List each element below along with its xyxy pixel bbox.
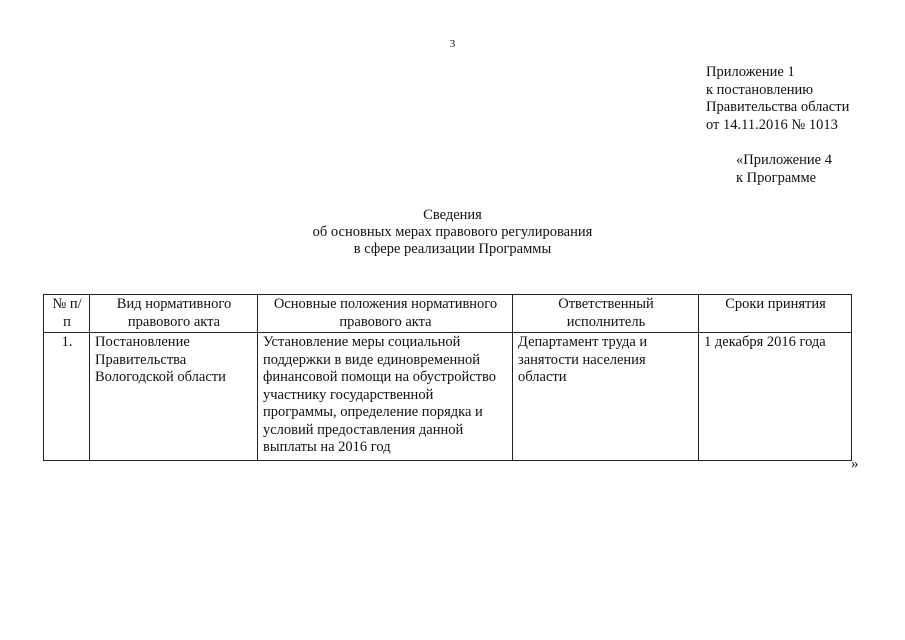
appendix-header xyxy=(706,64,849,134)
header-number: № п/п xyxy=(44,295,90,333)
title-line: Сведения xyxy=(423,207,482,223)
header-act-type: Вид нормативного правового акта xyxy=(90,295,258,333)
cell-number: 1. xyxy=(44,333,90,461)
closing-quote: » xyxy=(851,456,859,472)
title-line: об основных мерах правового регулирования xyxy=(312,224,593,240)
appendix-line: Приложение 1 xyxy=(706,64,795,80)
program-appendix-line: к Программе xyxy=(736,169,817,186)
header-deadline: Сроки принятия xyxy=(699,295,852,333)
appendix-line: от 14.11.2016 № 1013 xyxy=(706,116,838,133)
cell-deadline: 1 декабря 2016 года xyxy=(699,333,852,461)
table-row xyxy=(44,333,852,461)
appendix-line: Правительства области xyxy=(706,99,850,115)
program-appendix-line: «Приложение 4 xyxy=(736,152,832,168)
program-appendix-header xyxy=(736,152,832,187)
appendix-line: к постановлению xyxy=(706,81,814,98)
title-line: в сфере реализации Программы xyxy=(353,241,552,257)
cell-act-type: Постановление Правительства Вологодской области xyxy=(90,333,258,461)
measures-table xyxy=(43,294,852,461)
table-header-row xyxy=(44,295,852,333)
document-title xyxy=(0,207,905,258)
header-provisions: Основные положения нормативного правового акта xyxy=(258,295,513,333)
page-number: 3 xyxy=(449,38,456,50)
header-executor: Ответственный исполнитель xyxy=(513,295,699,333)
cell-executor: Департамент труда и занятости населения области xyxy=(513,333,699,461)
cell-provisions: Установление меры социальной поддержки в виде единовременной финансовой помощи на обустройство участнику государственной программы, определение порядка и условий предоставления данной выплаты на 2016 год xyxy=(258,333,513,461)
